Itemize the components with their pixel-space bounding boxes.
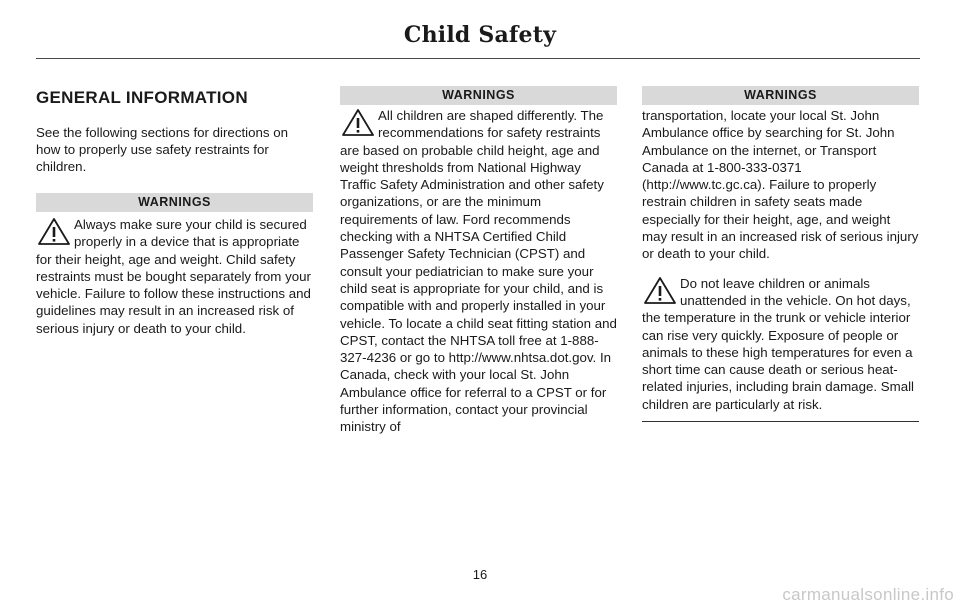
watermark: carmanualsonline.info <box>782 585 954 604</box>
warnings-header: WARNINGS <box>36 193 313 212</box>
warning-text-2 <box>340 107 617 436</box>
column-1 <box>36 86 313 337</box>
warning-text-2-content: All children are shaped differently. The recommendations for safety restraints are based on probable child height, age and weight thresholds from National Highway Traffic Safety Administration and other safety organizations, or are the minimum requirements of law. Ford recommends checking with a NHTSA Certified Child Passenger Safety Technician (CPST) and consult your pediatrician to make sure your child seat is appropriate for your child, and is compatible with and properly installed in your vehicle. To locate a child seat fitting station and CPST, contact the NHTSA toll free at 1-888-327-4236 or go to http://www.nhtsa.dot.gov. In Canada, check with your local St. John Ambulance office for referral to a CPST or for further information, contact your provincial ministry of <box>340 108 617 435</box>
warning-triangle-icon <box>340 107 376 137</box>
warning-text-2-continued: transportation, locate your local St. John Ambulance office by searching for St. John Ambulance on the internet, or Transport Canada at 1-800-333-0371 (http://www.tc.gc.ca). Failure to properly restrain children in safety seats made especially for their height, age, and weight may result in an increased risk of serious injury or death to your child. <box>642 108 919 262</box>
page-number: 16 <box>472 567 488 582</box>
column-3 <box>642 86 919 422</box>
warning-triangle-icon <box>642 275 678 305</box>
warnings-header: WARNINGS <box>642 86 919 105</box>
column-2 <box>340 86 617 436</box>
intro-paragraph: See the following sections for directions on how to properly use safety restraints for children. <box>36 125 289 174</box>
section-heading: GENERAL INFORMATION <box>36 88 248 107</box>
warning-triangle-icon <box>36 216 72 246</box>
page-title: Child Safety <box>403 22 557 48</box>
warnings-end-divider <box>642 421 919 422</box>
warning-text-3-content: Do not leave children or animals unattended in the vehicle. On hot days, the temperature in the trunk or vehicle interior can rise very quickly. Exposure of people or animals to these high temperatures for even a short time can cause death or serious heat-related injuries, including brain damage. Small children are particularly at risk. <box>642 275 914 412</box>
warning-text-3 <box>642 275 919 413</box>
warning-text-1-content: Always make sure your child is secured properly in a device that is appropriate for their height, age and weight. Child safety restraints must be bought separately from your vehicle. Failure to follow these instructions and guidelines may result in an increased risk of serious injury or death to your child. <box>36 217 311 336</box>
header-divider <box>36 58 920 59</box>
warning-text-1 <box>36 216 313 337</box>
warnings-header: WARNINGS <box>340 86 617 105</box>
